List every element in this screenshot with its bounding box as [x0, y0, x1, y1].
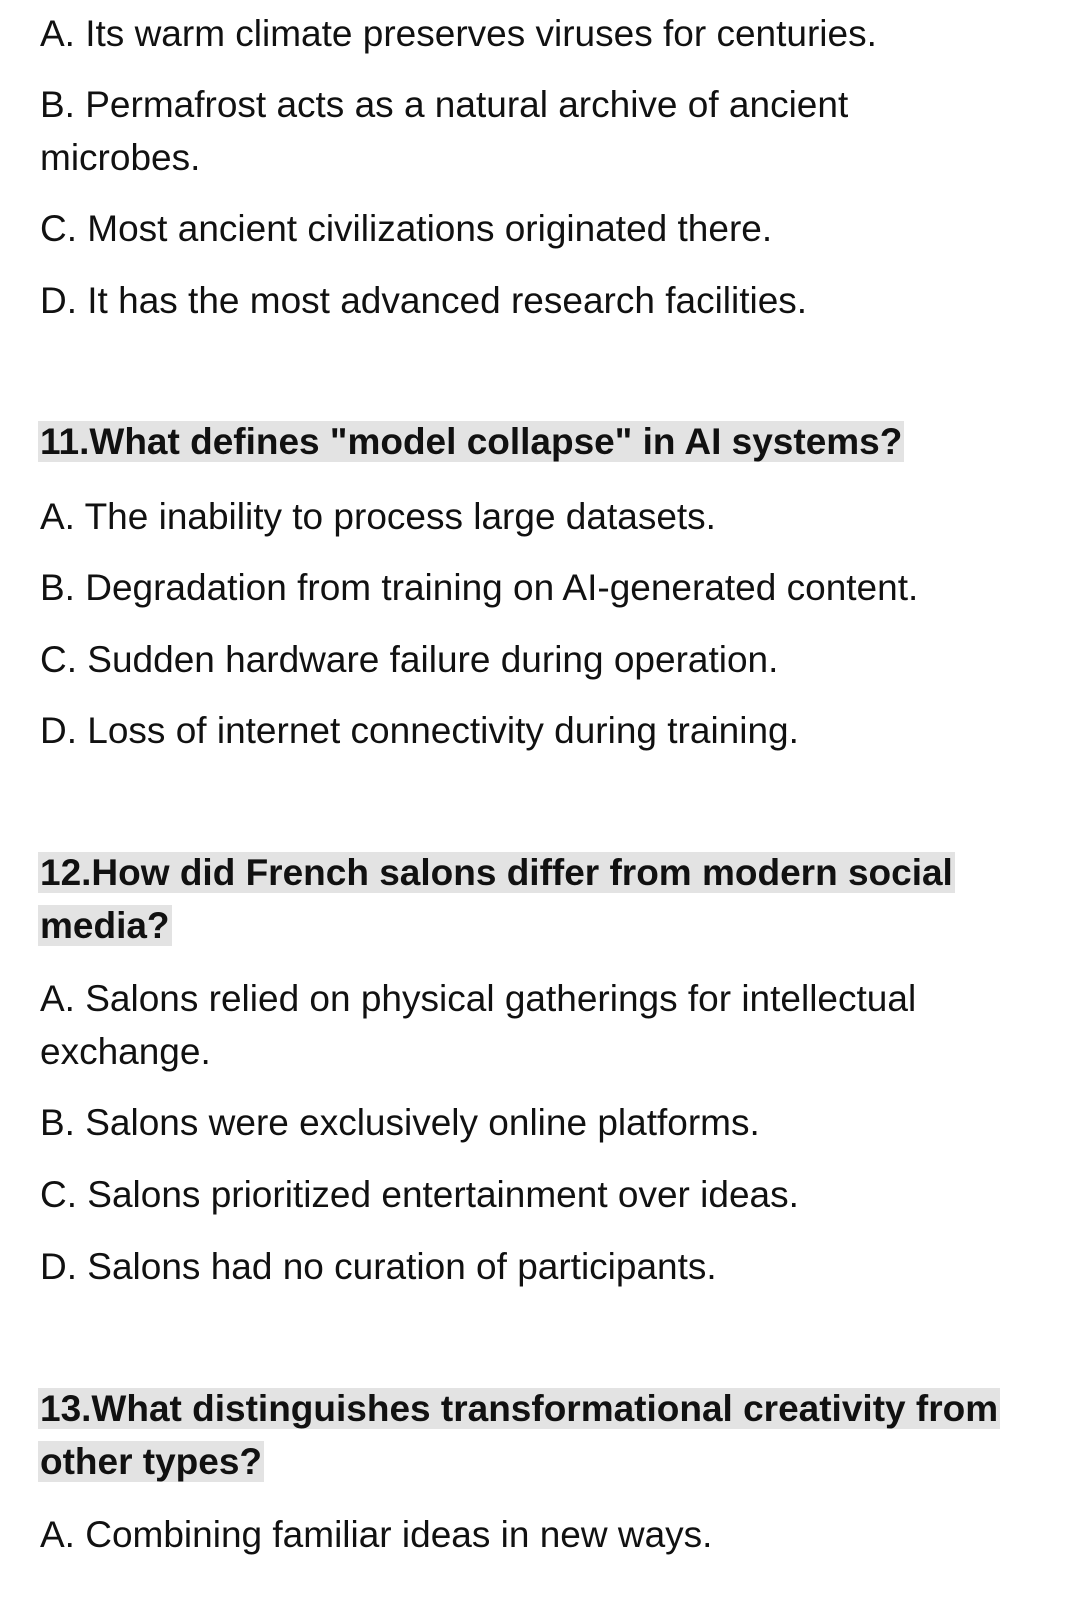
question-13-line1: 13.What distinguishes transformational creativity from — [40, 1388, 999, 1429]
option-b: B. Salons were exclusively online platforms. — [40, 1102, 760, 1143]
question-12-line2: media? — [40, 905, 170, 946]
question-13-line2: other types? — [40, 1441, 263, 1482]
option-d: D. Salons had no curation of participants. — [40, 1246, 717, 1287]
question-12-line1: 12.How did French salons differ from modern social — [40, 852, 953, 893]
question-11-text: 11.What defines "model collapse" in AI systems? — [40, 421, 903, 462]
option-a: A. The inability to process large datasets. — [40, 496, 716, 537]
question-13 — [38, 1382, 1000, 1436]
option-c: C. Salons prioritized entertainment over ideas. — [40, 1174, 799, 1215]
option-b: B. Degradation from training on AI-generated content. — [40, 567, 919, 608]
option-c: C. Most ancient civilizations originated there. — [40, 208, 773, 249]
option-b-continued: microbes. — [40, 137, 201, 178]
option-a: A. Salons relied on physical gatherings for intellectual — [40, 978, 917, 1019]
option-a-continued: exchange. — [40, 1031, 211, 1072]
question-12-continued — [38, 899, 172, 953]
option-a: A. Its warm climate preserves viruses for centuries. — [40, 13, 877, 54]
question-12 — [38, 846, 955, 900]
option-a: A. Combining familiar ideas in new ways. — [40, 1514, 713, 1555]
option-c: C. Sudden hardware failure during operation. — [40, 639, 779, 680]
question-13-continued — [38, 1435, 264, 1489]
option-d: D. Loss of internet connectivity during training. — [40, 710, 799, 751]
option-d: D. It has the most advanced research facilities. — [40, 280, 808, 321]
question-11 — [38, 415, 904, 469]
option-b: B. Permafrost acts as a natural archive of ancient — [40, 84, 849, 125]
